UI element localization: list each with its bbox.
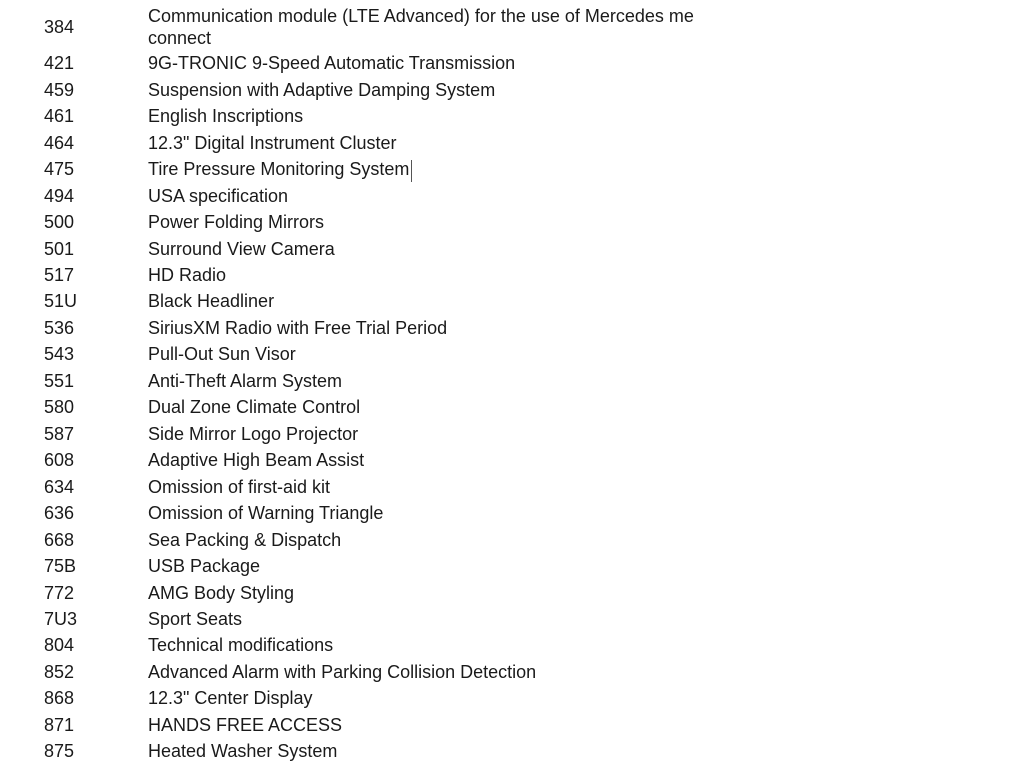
option-description: Tire Pressure Monitoring System: [148, 159, 410, 179]
option-row: [0, 343, 1009, 369]
option-row: [0, 555, 1009, 581]
option-row: [0, 238, 1009, 264]
option-description: Communication module (LTE Advanced) for the use of Mercedes me connect: [148, 6, 694, 48]
option-code: 536: [44, 318, 75, 338]
option-description: 12.3" Center Display: [148, 688, 313, 708]
option-code: 580: [44, 397, 75, 417]
option-description: Technical modifications: [148, 635, 334, 655]
option-row: [0, 740, 1009, 766]
option-row: [0, 211, 1009, 237]
option-row: [0, 185, 1009, 211]
option-row: [0, 661, 1009, 687]
option-description: Dual Zone Climate Control: [148, 397, 361, 417]
option-row: [0, 423, 1009, 449]
option-description: Adaptive High Beam Assist: [148, 450, 365, 470]
option-row: [0, 158, 1009, 184]
option-row: [0, 5, 1009, 53]
option-description: HANDS FREE ACCESS: [148, 715, 343, 735]
option-description: Heated Washer System: [148, 741, 338, 761]
option-description: USA specification: [148, 186, 289, 206]
option-code: 75B: [44, 556, 77, 576]
option-code: 384: [44, 17, 75, 37]
option-code: 852: [44, 662, 75, 682]
option-row: [0, 317, 1009, 343]
option-code: 464: [44, 133, 75, 153]
option-row: [0, 52, 1009, 78]
option-code: 517: [44, 265, 75, 285]
option-code: 587: [44, 424, 75, 444]
option-row: [0, 449, 1009, 475]
text-cursor: [411, 160, 412, 182]
option-code: 668: [44, 530, 75, 550]
option-description: Pull-Out Sun Visor: [148, 344, 296, 364]
option-description: 9G-TRONIC 9-Speed Automatic Transmission: [148, 53, 516, 73]
option-row: [0, 132, 1009, 158]
option-code: 634: [44, 477, 75, 497]
option-description: AMG Body Styling: [148, 583, 295, 603]
option-code: 7U3: [44, 609, 78, 629]
option-row: [0, 608, 1009, 634]
option-row: [0, 396, 1009, 422]
option-code: 871: [44, 715, 75, 735]
option-description: Power Folding Mirrors: [148, 212, 325, 232]
option-row: [0, 290, 1009, 316]
option-code: 636: [44, 503, 75, 523]
option-row: [0, 370, 1009, 396]
option-description: Black Headliner: [148, 291, 275, 311]
option-code: 500: [44, 212, 75, 232]
option-code: 459: [44, 80, 75, 100]
option-description: Side Mirror Logo Projector: [148, 424, 359, 444]
option-description: Sport Seats: [148, 609, 243, 629]
option-description: Omission of first-aid kit: [148, 477, 331, 497]
option-description: SiriusXM Radio with Free Trial Period: [148, 318, 448, 338]
option-description: Sea Packing & Dispatch: [148, 530, 342, 550]
option-code: 875: [44, 741, 75, 761]
option-row: [0, 105, 1009, 131]
option-description: Suspension with Adaptive Damping System: [148, 80, 496, 100]
option-description: HD Radio: [148, 265, 227, 285]
option-row: [0, 502, 1009, 528]
option-code: 494: [44, 186, 75, 206]
option-row: [0, 714, 1009, 740]
option-code: 772: [44, 583, 75, 603]
option-description: Surround View Camera: [148, 239, 335, 259]
option-description: Advanced Alarm with Parking Collision Detection: [148, 662, 537, 682]
option-code: 804: [44, 635, 75, 655]
option-description: Anti-Theft Alarm System: [148, 371, 343, 391]
option-code: 461: [44, 106, 75, 126]
option-code: 543: [44, 344, 75, 364]
option-row: [0, 687, 1009, 713]
option-code: 608: [44, 450, 75, 470]
option-code: 475: [44, 159, 75, 179]
option-row: [0, 529, 1009, 555]
option-description: Omission of Warning Triangle: [148, 503, 384, 523]
option-description: English Inscriptions: [148, 106, 304, 126]
option-code: 501: [44, 239, 75, 259]
option-code: 868: [44, 688, 75, 708]
option-code: 551: [44, 371, 75, 391]
option-row: [0, 582, 1009, 608]
option-code: 51U: [44, 291, 78, 311]
option-row: [0, 634, 1009, 660]
option-code: 421: [44, 53, 75, 73]
option-description: 12.3" Digital Instrument Cluster: [148, 133, 397, 153]
option-row: [0, 264, 1009, 290]
option-row: [0, 79, 1009, 105]
option-description: USB Package: [148, 556, 261, 576]
option-row: [0, 476, 1009, 502]
